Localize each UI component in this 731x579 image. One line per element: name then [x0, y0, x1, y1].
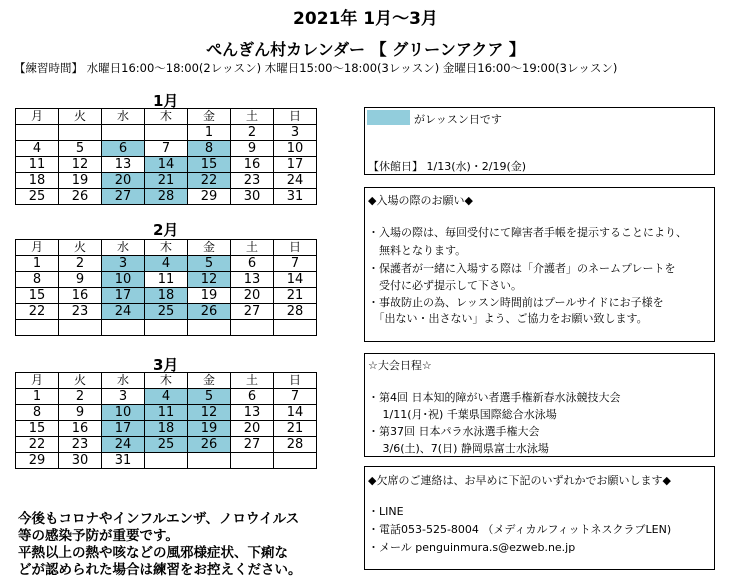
health-notice-line: どが認められた場合は練習をお控えください。: [18, 562, 302, 578]
calendar-day-cell: 2: [59, 256, 102, 272]
weekday-header: 金: [188, 240, 231, 256]
calendar-day-cell: 1: [16, 389, 59, 405]
calendar-day-cell: 18: [16, 173, 59, 189]
calendar-day-cell: 11: [145, 272, 188, 288]
calendar-day-cell: 31: [274, 189, 317, 205]
weekday-header: 水: [102, 240, 145, 256]
calendar-day-cell: 2: [231, 125, 274, 141]
calendar-day-cell: 21: [274, 421, 317, 437]
calendar-day-cell: 3: [102, 389, 145, 405]
entry-notice-line: 受付に必ず提示して下さい。: [368, 279, 522, 292]
event-line: 3/6(土)、7(日) 静岡県富士水泳場: [368, 442, 549, 455]
absence-contact-box: [364, 466, 715, 570]
calendar-day-cell: 9: [231, 141, 274, 157]
calendar-week-row: [16, 453, 317, 469]
calendar-day-cell: 6: [102, 141, 145, 157]
calendar-week-row: [16, 421, 317, 437]
contact-line: ・電話053-525-8004 （メディカルフィットネスクラブLEN): [368, 523, 672, 536]
calendar-day-cell: 12: [188, 272, 231, 288]
calendar-day-cell: 19: [188, 288, 231, 304]
contact-line: ・メール penguinmura.s@ezweb.ne.jp: [368, 541, 576, 554]
entry-notice-heading: ◆入場の際のお願い◆: [368, 194, 473, 207]
calendar-day-cell: 7: [274, 256, 317, 272]
calendar-day-cell: 10: [274, 141, 317, 157]
calendar-day-cell: 6: [231, 256, 274, 272]
weekday-header: 水: [102, 109, 145, 125]
calendar-day-cell: 16: [59, 288, 102, 304]
calendar-day-cell: 7: [145, 141, 188, 157]
calendar-day-cell: 23: [59, 437, 102, 453]
entry-notice-box: [364, 187, 715, 342]
calendar-day-cell: 25: [145, 437, 188, 453]
weekday-header: 土: [231, 373, 274, 389]
calendar-day-cell: 29: [188, 189, 231, 205]
calendar-day-cell: 15: [16, 288, 59, 304]
calendar-day-cell: 1: [188, 125, 231, 141]
calendar-day-cell: [16, 125, 59, 141]
weekday-header: 土: [231, 240, 274, 256]
events-box: [364, 353, 715, 457]
calendar-day-cell: 23: [59, 304, 102, 320]
calendar-day-cell: 24: [102, 304, 145, 320]
legend-color-swatch: [367, 110, 410, 125]
calendar-day-cell: 8: [16, 405, 59, 421]
calendar-week-row: [16, 320, 317, 336]
month-title-feb: 2月: [153, 221, 179, 239]
calendar-day-cell: 26: [188, 437, 231, 453]
calendar-day-cell: 18: [145, 421, 188, 437]
weekday-header: 日: [274, 373, 317, 389]
calendar-day-cell: [231, 453, 274, 469]
calendar-week-row: [16, 304, 317, 320]
calendar-day-cell: 3: [102, 256, 145, 272]
calendar-day-cell: 24: [102, 437, 145, 453]
calendar-day-cell: 15: [188, 157, 231, 173]
month-title-jan: 1月: [153, 92, 179, 110]
calendar-day-cell: 23: [231, 173, 274, 189]
calendar-day-cell: [145, 320, 188, 336]
calendar-day-cell: 20: [102, 173, 145, 189]
calendar-week-row: [16, 173, 317, 189]
calendar-week-row: [16, 157, 317, 173]
calendar-day-cell: 20: [231, 421, 274, 437]
contact-line: ・LINE: [368, 505, 404, 518]
calendar-day-cell: [188, 320, 231, 336]
calendar-day-cell: 6: [231, 389, 274, 405]
calendar-january: [15, 108, 317, 205]
calendar-day-cell: 13: [102, 157, 145, 173]
weekday-header: 土: [231, 109, 274, 125]
calendar-day-cell: 10: [102, 405, 145, 421]
calendar-day-cell: 8: [188, 141, 231, 157]
calendar-day-cell: 16: [231, 157, 274, 173]
weekday-header: 月: [16, 240, 59, 256]
calendar-day-cell: 21: [274, 288, 317, 304]
calendar-week-row: [16, 389, 317, 405]
calendar-week-row: [16, 125, 317, 141]
calendar-day-cell: 13: [231, 405, 274, 421]
event-line: ・第4回 日本知的障がい者選手権新春水泳競技大会: [368, 391, 621, 404]
calendar-day-cell: 18: [145, 288, 188, 304]
calendar-day-cell: [145, 125, 188, 141]
calendar-day-cell: 25: [16, 189, 59, 205]
calendar-week-row: [16, 256, 317, 272]
weekday-header: 日: [274, 240, 317, 256]
calendar-day-cell: 5: [188, 389, 231, 405]
calendar-day-cell: 5: [188, 256, 231, 272]
calendar-day-cell: 27: [102, 189, 145, 205]
weekday-header: 火: [59, 373, 102, 389]
month-title-mar: 3月: [153, 356, 179, 374]
event-line: 1/11(月･祝) 千葉県国際総合水泳場: [368, 408, 557, 421]
calendar-day-cell: 29: [16, 453, 59, 469]
weekday-header: 金: [188, 373, 231, 389]
calendar-day-cell: 19: [59, 173, 102, 189]
weekday-header: 月: [16, 109, 59, 125]
calendar-day-cell: 30: [231, 189, 274, 205]
calendar-day-cell: [145, 453, 188, 469]
calendar-day-cell: 2: [59, 389, 102, 405]
entry-notice-line: ・保護者が一緒に入場する際は「介護者」のネームプレートを: [368, 262, 676, 275]
calendar-day-cell: [231, 320, 274, 336]
entry-notice-line: ・入場の際は、毎回受付にて障害者手帳を提示することにより、: [368, 226, 687, 239]
calendar-day-cell: 17: [102, 421, 145, 437]
weekday-header: 金: [188, 109, 231, 125]
entry-notice-line: 無料となります。: [368, 244, 467, 257]
calendar-march: [15, 372, 317, 469]
health-notice-line: 今後もコロナやインフルエンザ、ノロウイルス: [18, 511, 300, 527]
calendar-day-cell: 22: [188, 173, 231, 189]
calendar-day-cell: 28: [145, 189, 188, 205]
weekday-header: 火: [59, 109, 102, 125]
calendar-day-cell: 17: [102, 288, 145, 304]
legend-box: [364, 107, 715, 175]
calendar-day-cell: 26: [188, 304, 231, 320]
health-notice-line: 平熱以上の熱や咳などの風邪様症状、下痢な: [18, 545, 288, 561]
calendar-day-cell: 3: [274, 125, 317, 141]
calendar-day-cell: 26: [59, 189, 102, 205]
calendar-day-cell: [102, 125, 145, 141]
calendar-week-row: [16, 141, 317, 157]
calendar-day-cell: 11: [145, 405, 188, 421]
calendar-day-cell: 4: [16, 141, 59, 157]
calendar-day-cell: 9: [59, 405, 102, 421]
calendar-day-cell: 17: [274, 157, 317, 173]
calendar-day-cell: [188, 453, 231, 469]
calendar-day-cell: 4: [145, 389, 188, 405]
calendar-day-cell: 14: [274, 405, 317, 421]
weekday-header: 水: [102, 373, 145, 389]
entry-notice-line: 「出ない・出さない」よう、ご協力をお願い致します。: [368, 312, 648, 325]
calendar-day-cell: 27: [231, 304, 274, 320]
events-heading: ☆大会日程☆: [368, 359, 432, 372]
calendar-day-cell: 10: [102, 272, 145, 288]
calendar-day-cell: 27: [231, 437, 274, 453]
calendar-week-row: [16, 288, 317, 304]
calendar-day-cell: [59, 125, 102, 141]
calendar-day-cell: 1: [16, 256, 59, 272]
calendar-day-cell: 16: [59, 421, 102, 437]
weekday-header: 日: [274, 109, 317, 125]
calendar-day-cell: 14: [145, 157, 188, 173]
calendar-day-cell: 4: [145, 256, 188, 272]
calendar-day-cell: 21: [145, 173, 188, 189]
calendar-day-cell: 14: [274, 272, 317, 288]
calendar-day-cell: [274, 320, 317, 336]
page-title: 2021年 1月～3月: [293, 9, 438, 29]
closed-days: 【休館日】 1/13(水)・2/19(金): [368, 160, 527, 173]
calendar-day-cell: 12: [59, 157, 102, 173]
calendar-day-cell: 20: [231, 288, 274, 304]
calendar-subtitle: ぺんぎん村カレンダー 【 グリーンアクア 】: [206, 40, 525, 59]
health-notice: [18, 511, 302, 579]
calendar-day-cell: 8: [16, 272, 59, 288]
calendar-day-cell: 15: [16, 421, 59, 437]
calendar-day-cell: [274, 453, 317, 469]
calendar-february: [15, 239, 317, 336]
health-notice-line: 等の感染予防が重要です。: [18, 528, 179, 544]
calendar-day-cell: 25: [145, 304, 188, 320]
weekday-header: 木: [145, 109, 188, 125]
calendar-week-row: [16, 272, 317, 288]
calendar-day-cell: 31: [102, 453, 145, 469]
calendar-day-cell: 12: [188, 405, 231, 421]
calendar-week-row: [16, 405, 317, 421]
calendar-day-cell: 24: [274, 173, 317, 189]
event-line: ・第37回 日本パラ水泳選手権大会: [368, 425, 540, 438]
calendar-day-cell: 28: [274, 304, 317, 320]
calendar-day-cell: 19: [188, 421, 231, 437]
calendar-week-row: [16, 189, 317, 205]
weekday-header: 木: [145, 240, 188, 256]
calendar-day-cell: 22: [16, 304, 59, 320]
weekday-header: 月: [16, 373, 59, 389]
entry-notice-line: ・事故防止の為、レッスン時間前はプールサイドにお子様を: [368, 296, 664, 309]
calendar-day-cell: 13: [231, 272, 274, 288]
weekday-header: 木: [145, 373, 188, 389]
calendar-day-cell: 22: [16, 437, 59, 453]
practice-hours: 【練習時間】 水曜日16:00～18:00(2レッスン) 木曜日15:00～18:00(3レッスン) 金曜日16:00～19:00(3レッスン): [14, 61, 618, 75]
calendar-day-cell: 7: [274, 389, 317, 405]
calendar-day-cell: 11: [16, 157, 59, 173]
calendar-day-cell: [16, 320, 59, 336]
calendar-week-row: [16, 437, 317, 453]
legend-label: がレッスン日です: [414, 113, 502, 126]
calendar-day-cell: 30: [59, 453, 102, 469]
absence-heading: ◆欠席のご連絡は、お早めに下記のいずれかでお願いします◆: [368, 474, 671, 487]
calendar-day-cell: 9: [59, 272, 102, 288]
weekday-header: 火: [59, 240, 102, 256]
calendar-day-cell: 5: [59, 141, 102, 157]
calendar-day-cell: [59, 320, 102, 336]
calendar-day-cell: [102, 320, 145, 336]
calendar-day-cell: 28: [274, 437, 317, 453]
